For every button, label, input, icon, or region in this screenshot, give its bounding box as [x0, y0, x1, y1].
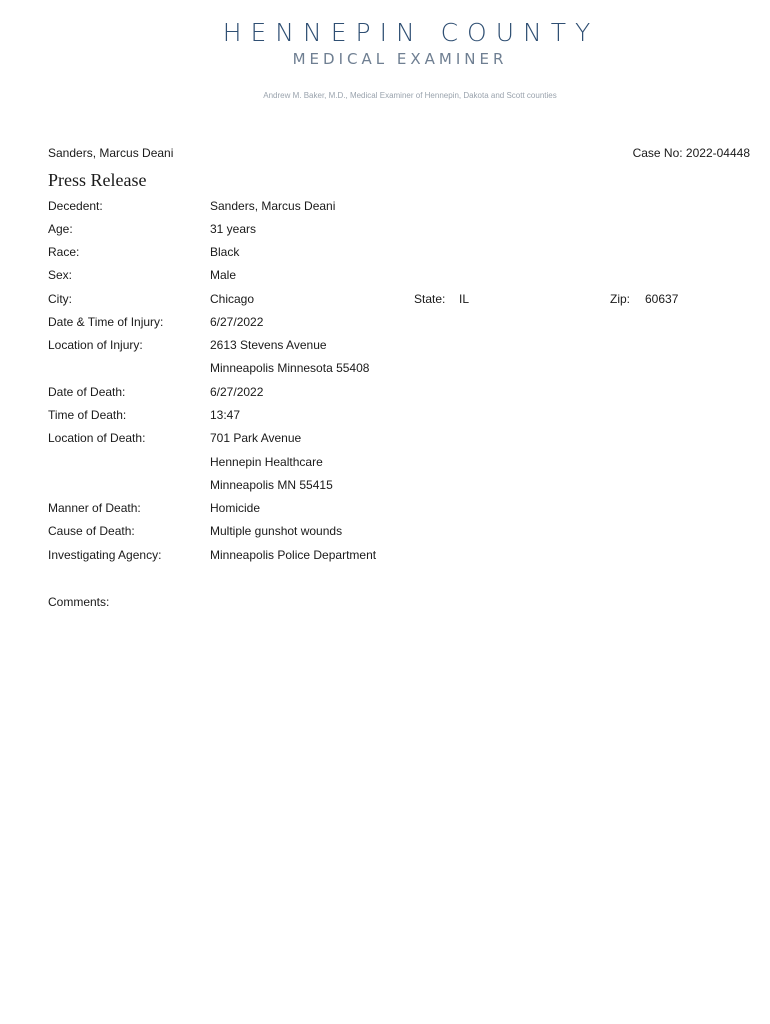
zip-label: Zip: — [610, 292, 631, 306]
sex-label: Sex: — [48, 268, 73, 282]
agency-row — [0, 548, 770, 571]
death-date-value: 6/27/2022 — [210, 385, 264, 399]
sex-row — [0, 268, 770, 291]
death-location-line1: 701 Park Avenue — [210, 431, 302, 445]
agency-value: Minneapolis Police Department — [210, 548, 377, 562]
org-tagline: Andrew M. Baker, M.D., Medical Examiner of Hennepin, Dakota and Scott counties — [263, 91, 557, 100]
race-row — [0, 245, 770, 268]
header-decedent-name: Sanders, Marcus Deani — [48, 146, 174, 160]
org-title: HENNEPIN COUNTY — [222, 18, 600, 47]
decedent-label: Decedent: — [48, 199, 103, 213]
cause-label: Cause of Death: — [48, 524, 135, 538]
age-row — [0, 222, 770, 245]
document-title: Press Release — [48, 170, 147, 190]
manner-row — [0, 501, 770, 524]
decedent-value: Sanders, Marcus Deani — [210, 199, 336, 213]
org-subtitle: MEDICAL EXAMINER — [292, 50, 508, 68]
agency-label: Investigating Agency: — [48, 548, 162, 562]
death-date-label: Date of Death: — [48, 385, 126, 399]
death-time-value: 13:47 — [210, 408, 241, 422]
residence-row — [0, 292, 770, 315]
death-location-row — [0, 431, 770, 454]
death-location-row-3 — [0, 478, 770, 501]
city-value: Chicago — [210, 292, 255, 306]
age-label: Age: — [48, 222, 73, 236]
case-number: Case No: 2022-04448 — [632, 146, 750, 160]
decedent-row — [0, 199, 770, 222]
zip-value: 60637 — [645, 292, 679, 306]
death-date-row — [0, 385, 770, 408]
manner-value: Homicide — [210, 501, 261, 515]
injury-location-row-2 — [0, 361, 770, 384]
state-label: State: — [414, 292, 446, 306]
injury-datetime-row — [0, 315, 770, 338]
race-value: Black — [210, 245, 240, 259]
race-label: Race: — [48, 245, 80, 259]
state-value: IL — [459, 292, 470, 306]
cause-row — [0, 524, 770, 547]
age-value: 31 years — [210, 222, 257, 236]
injury-location-row — [0, 338, 770, 361]
cause-value: Multiple gunshot wounds — [210, 524, 343, 538]
injury-datetime-label: Date & Time of Injury: — [48, 315, 164, 329]
injury-location-line2: Minneapolis Minnesota 55408 — [210, 361, 370, 375]
death-location-label: Location of Death: — [48, 431, 146, 445]
injury-location-label: Location of Injury: — [48, 338, 143, 352]
death-time-row — [0, 408, 770, 431]
death-location-line2: Hennepin Healthcare — [210, 455, 323, 469]
manner-label: Manner of Death: — [48, 501, 141, 515]
sex-value: Male — [210, 268, 237, 282]
city-label: City: — [48, 292, 72, 306]
injury-datetime-value: 6/27/2022 — [210, 315, 264, 329]
death-time-label: Time of Death: — [48, 408, 127, 422]
injury-location-line1: 2613 Stevens Avenue — [210, 338, 327, 352]
death-location-row-2 — [0, 455, 770, 478]
comments-label: Comments: — [48, 595, 110, 609]
death-location-line3: Minneapolis MN 55415 — [210, 478, 333, 492]
